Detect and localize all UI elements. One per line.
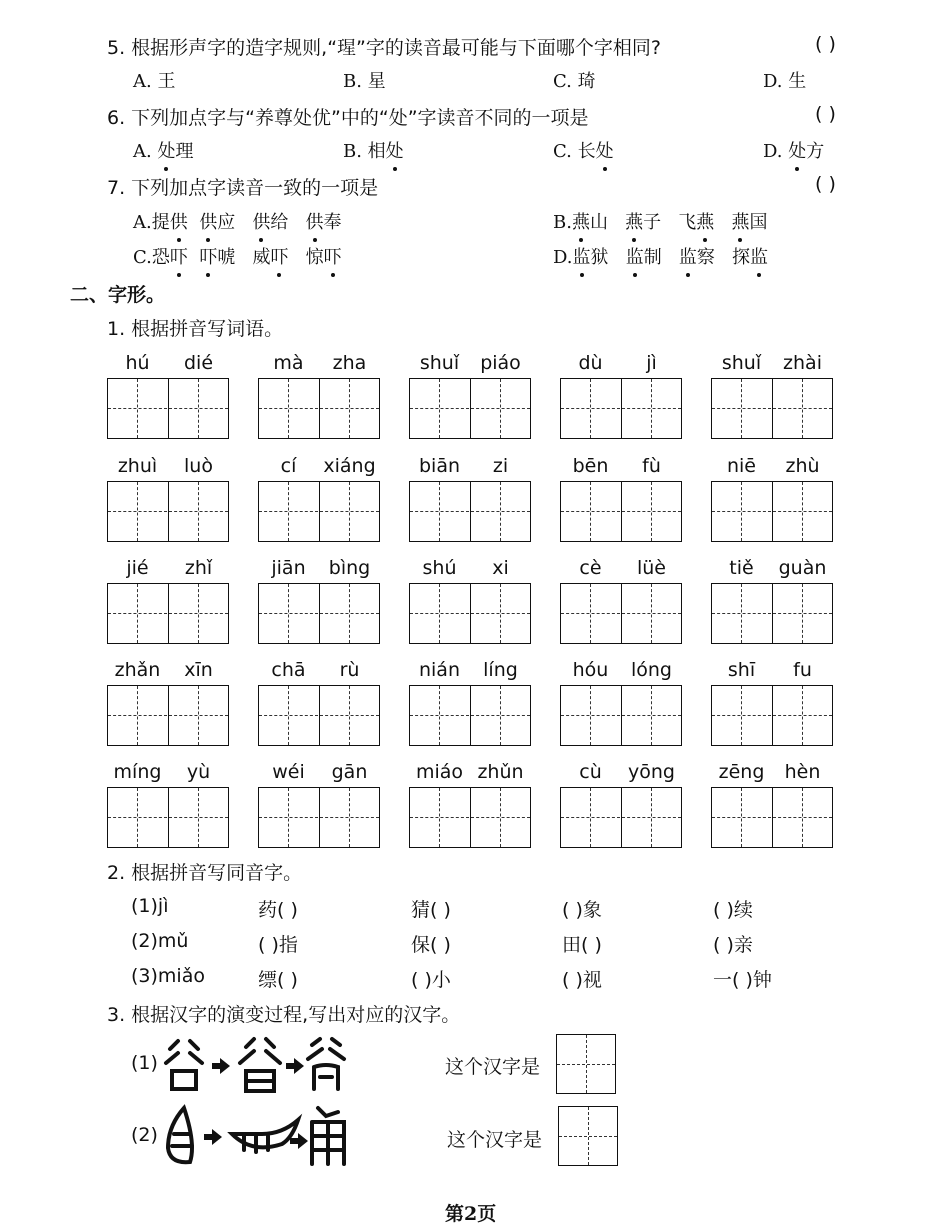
q5-option-b[interactable]: B. 星 <box>343 71 386 92</box>
dotted-char: 监 <box>573 243 591 269</box>
pinyin-syllable: shuǐ <box>419 352 460 374</box>
answer-grid[interactable] <box>711 378 833 439</box>
dotted-char: 吓 <box>324 243 342 269</box>
q7-option-a[interactable]: A.提供 供应 供给 供奉 <box>133 208 342 234</box>
tianzige-cell[interactable] <box>621 788 681 847</box>
pinyin-syllable: shú <box>422 557 457 579</box>
pinyin-syllable: fù <box>642 455 661 477</box>
answer-grid[interactable] <box>258 787 380 848</box>
pinyin-syllable: yōng <box>628 761 675 783</box>
answer-grid[interactable] <box>560 378 682 439</box>
tianzige-cell[interactable] <box>410 379 469 438</box>
pinyin-syllable: zhǎn <box>114 659 161 681</box>
pinyin-syllable: niē <box>726 455 756 477</box>
pinyin-syllable: hóu <box>572 659 609 681</box>
tianzige-cell[interactable] <box>259 379 318 438</box>
homophone-blank[interactable]: 缥( ) <box>258 969 298 991</box>
answer-grid[interactable] <box>107 481 229 542</box>
dotted-char: 处 <box>788 137 806 163</box>
pinyin-syllable: zēng <box>718 761 765 783</box>
pinyin-syllable: mà <box>273 352 304 374</box>
tianzige-cell[interactable] <box>168 584 228 643</box>
answer-grid[interactable] <box>711 481 833 542</box>
answer-grid[interactable] <box>258 583 380 644</box>
tianzige-cell[interactable] <box>108 584 167 643</box>
tianzige-cell[interactable] <box>168 379 228 438</box>
pinyin-syllable: cù <box>579 761 602 783</box>
tianzige-cell[interactable] <box>410 788 469 847</box>
tianzige-cell[interactable] <box>470 379 530 438</box>
homophone-pinyin: (3)miǎo <box>131 965 205 987</box>
answer-grid[interactable] <box>107 787 229 848</box>
q5-option-d[interactable]: D. 生 <box>763 71 807 92</box>
dotted-char: 供 <box>199 208 217 234</box>
tianzige-cell[interactable] <box>410 686 469 745</box>
pinyin-syllable: piáo <box>480 352 521 374</box>
homophone-blank[interactable]: 田( ) <box>562 934 602 956</box>
tianzige-cell[interactable] <box>772 482 832 541</box>
answer-grid[interactable] <box>258 481 380 542</box>
pinyin-syllable: cí <box>280 455 297 477</box>
tianzige-cell[interactable] <box>108 379 167 438</box>
pinyin-syllable: dù <box>578 352 603 374</box>
tianzige-cell[interactable] <box>168 482 228 541</box>
tianzige-cell[interactable] <box>319 788 379 847</box>
tianzige-cell[interactable] <box>168 686 228 745</box>
dotted-char: 供 <box>170 208 188 234</box>
evolution-item-1-prompt: 这个汉字是 <box>445 1056 541 1078</box>
pinyin-syllable: hèn <box>784 761 821 783</box>
q5-answer-paren[interactable]: ( ) <box>815 33 836 55</box>
section-title: 二、字形。 <box>70 284 166 306</box>
tianzige-cell[interactable] <box>319 686 379 745</box>
tianzige-cell[interactable] <box>259 686 318 745</box>
pinyin-syllable: xiáng <box>323 455 376 477</box>
dotted-char: 监 <box>750 243 768 269</box>
q7-option-b[interactable]: B.燕山 燕子 飞燕 燕国 <box>553 208 767 234</box>
tianzige-cell[interactable] <box>470 788 530 847</box>
tianzige-cell[interactable] <box>319 379 379 438</box>
answer-grid[interactable] <box>409 378 531 439</box>
pinyin-syllable: jié <box>126 557 149 579</box>
pinyin-syllable: shī <box>727 659 756 681</box>
tianzige-cell[interactable] <box>108 686 167 745</box>
pinyin-syllable: jiān <box>271 557 306 579</box>
answer-grid[interactable] <box>560 787 682 848</box>
evolution-item-1-num: (1) <box>131 1052 158 1074</box>
answer-grid[interactable] <box>107 583 229 644</box>
answer-grid[interactable] <box>107 685 229 746</box>
q2-2-title: 2. 根据拼音写同音字。 <box>107 862 303 884</box>
dotted-char: 吓 <box>270 243 288 269</box>
q6-option-b[interactable]: B. 相处 <box>343 137 404 163</box>
homophone-blank[interactable]: 药( ) <box>258 899 298 921</box>
pinyin-syllable: wéi <box>272 761 305 783</box>
tianzige-cell[interactable] <box>319 482 379 541</box>
dotted-char: 处 <box>386 137 404 163</box>
pinyin-syllable: jì <box>646 352 657 374</box>
tianzige-cell[interactable] <box>259 788 318 847</box>
tianzige-cell[interactable] <box>561 788 620 847</box>
homophone-blank[interactable]: ( )视 <box>562 969 602 991</box>
homophone-pinyin: (2)mǔ <box>131 930 189 952</box>
answer-grid[interactable] <box>409 583 531 644</box>
homophone-blank[interactable]: 一( )钟 <box>713 969 772 991</box>
answer-grid[interactable] <box>711 787 833 848</box>
q7-option-d[interactable]: D.监狱 监制 监察 探监 <box>553 243 768 269</box>
tianzige-cell[interactable] <box>561 584 620 643</box>
tianzige-cell[interactable] <box>712 379 771 438</box>
pinyin-syllable: gān <box>331 761 368 783</box>
q7-option-c[interactable]: C.恐吓 吓唬 威吓 惊吓 <box>133 243 342 269</box>
pinyin-syllable: líng <box>483 659 518 681</box>
dotted-char: 处 <box>596 137 614 163</box>
answer-grid[interactable] <box>409 685 531 746</box>
dotted-char: 燕 <box>625 208 643 234</box>
tianzige-cell[interactable] <box>168 788 228 847</box>
homophone-blank[interactable]: ( )小 <box>411 969 451 991</box>
tianzige-cell[interactable] <box>712 482 771 541</box>
pinyin-syllable: zhǔn <box>477 761 524 783</box>
pinyin-syllable: shuǐ <box>721 352 762 374</box>
pinyin-syllable: guàn <box>778 557 827 579</box>
pinyin-syllable: luò <box>184 455 213 477</box>
evolution-item-2-answer-box[interactable] <box>558 1106 618 1166</box>
evolution-1-glyphs <box>162 1035 352 1095</box>
pinyin-syllable: nián <box>418 659 460 681</box>
pinyin-syllable: miáo <box>415 761 464 783</box>
pinyin-syllable: xi <box>492 557 509 579</box>
q6-option-a[interactable]: A. 处理 <box>133 137 193 163</box>
q6-stem: 6. 下列加点字与“养尊处优”中的“处”字读音不同的一项是 <box>107 107 589 129</box>
tianzige-cell[interactable] <box>108 788 167 847</box>
pinyin-syllable: bēn <box>572 455 609 477</box>
pinyin-syllable: biān <box>418 455 461 477</box>
q6-option-c[interactable]: C. 长处 <box>553 137 614 163</box>
page-number: 第2页 <box>445 1203 497 1225</box>
q2-1-title: 1. 根据拼音写词语。 <box>107 318 284 340</box>
pinyin-syllable: zhù <box>785 455 820 477</box>
pinyin-syllable: zha <box>332 352 367 374</box>
tianzige-cell[interactable] <box>712 788 771 847</box>
dotted-char: 处 <box>157 137 175 163</box>
tianzige-cell[interactable] <box>772 788 832 847</box>
pinyin-syllable: zhǐ <box>184 557 213 579</box>
tianzige-cell[interactable] <box>621 584 681 643</box>
tianzige-cell[interactable] <box>621 482 681 541</box>
pinyin-syllable: xīn <box>184 659 213 681</box>
pinyin-syllable: míng <box>113 761 162 783</box>
dotted-char: 吓 <box>170 243 188 269</box>
dotted-char: 供 <box>252 208 270 234</box>
pinyin-syllable: fu <box>793 659 812 681</box>
homophone-blank[interactable]: ( )指 <box>258 934 298 956</box>
evolution-item-2-prompt: 这个汉字是 <box>447 1129 543 1151</box>
answer-grid[interactable] <box>258 685 380 746</box>
tianzige-cell[interactable] <box>410 482 469 541</box>
pinyin-syllable: tiě <box>729 557 754 579</box>
answer-grid[interactable] <box>258 378 380 439</box>
dotted-char: 监 <box>679 243 697 269</box>
homophone-blank[interactable]: ( )亲 <box>713 934 753 956</box>
tianzige-cell[interactable] <box>561 482 620 541</box>
tianzige-cell[interactable] <box>772 379 832 438</box>
tianzige-cell[interactable] <box>621 686 681 745</box>
answer-grid[interactable] <box>711 583 833 644</box>
pinyin-syllable: dié <box>183 352 214 374</box>
dotted-char: 供 <box>306 208 324 234</box>
tianzige-cell[interactable] <box>319 584 379 643</box>
pinyin-syllable: cè <box>579 557 602 579</box>
answer-grid[interactable] <box>409 481 531 542</box>
tianzige-cell[interactable] <box>259 584 318 643</box>
evolution-2-glyphs <box>162 1104 352 1168</box>
tianzige-cell[interactable] <box>259 482 318 541</box>
answer-grid[interactable] <box>560 481 682 542</box>
answer-grid[interactable] <box>409 787 531 848</box>
q5-option-a[interactable]: A. 王 <box>133 71 176 92</box>
tianzige-cell[interactable] <box>470 686 530 745</box>
tianzige-cell[interactable] <box>561 686 620 745</box>
evolution-item-1-answer-box[interactable] <box>556 1034 616 1094</box>
q6-answer-paren[interactable]: ( ) <box>815 103 836 125</box>
homophone-blank[interactable]: 猜( ) <box>411 899 451 921</box>
dotted-char: 监 <box>626 243 644 269</box>
tianzige-cell[interactable] <box>470 584 530 643</box>
pinyin-syllable: zhài <box>783 352 822 374</box>
tianzige-cell[interactable] <box>772 686 832 745</box>
dotted-char: 燕 <box>572 208 590 234</box>
answer-grid[interactable] <box>560 583 682 644</box>
tianzige-cell[interactable] <box>712 686 771 745</box>
q5-stem: 5. 根据形声字的造字规则,“瑆”字的读音最可能与下面哪个字相同? <box>107 37 661 59</box>
answer-grid[interactable] <box>711 685 833 746</box>
tianzige-cell[interactable] <box>712 584 771 643</box>
pinyin-syllable: lóng <box>630 659 672 681</box>
q5-option-c[interactable]: C. 琦 <box>553 71 596 92</box>
homophone-blank[interactable]: ( )续 <box>713 899 753 921</box>
pinyin-syllable: bìng <box>328 557 371 579</box>
homophone-blank[interactable]: ( )象 <box>562 899 602 921</box>
homophone-blank[interactable]: 保( ) <box>411 934 451 956</box>
tianzige-cell[interactable] <box>410 584 469 643</box>
answer-grid[interactable] <box>560 685 682 746</box>
pinyin-syllable: zi <box>492 455 509 477</box>
tianzige-cell[interactable] <box>470 482 530 541</box>
tianzige-cell[interactable] <box>772 584 832 643</box>
tianzige-cell[interactable] <box>108 482 167 541</box>
tianzige-cell[interactable] <box>561 379 620 438</box>
answer-grid[interactable] <box>107 378 229 439</box>
q2-3-title: 3. 根据汉字的演变过程,写出对应的汉字。 <box>107 1004 461 1026</box>
pinyin-syllable: hú <box>125 352 150 374</box>
dotted-char: 燕 <box>731 208 749 234</box>
homophone-pinyin: (1)jì <box>131 895 169 917</box>
pinyin-syllable: yù <box>186 761 211 783</box>
tianzige-cell[interactable] <box>621 379 681 438</box>
pinyin-syllable: zhuì <box>117 455 158 477</box>
pinyin-syllable: lüè <box>636 557 666 579</box>
evolution-item-2-num: (2) <box>131 1124 158 1146</box>
q6-option-d[interactable]: D. 处方 <box>763 137 824 163</box>
dotted-char: 燕 <box>696 208 714 234</box>
pinyin-syllable: chā <box>271 659 306 681</box>
pinyin-syllable: rù <box>339 659 360 681</box>
q7-stem: 7. 下列加点字读音一致的一项是 <box>107 177 379 199</box>
q7-answer-paren[interactable]: ( ) <box>815 173 836 195</box>
dotted-char: 吓 <box>199 243 217 269</box>
